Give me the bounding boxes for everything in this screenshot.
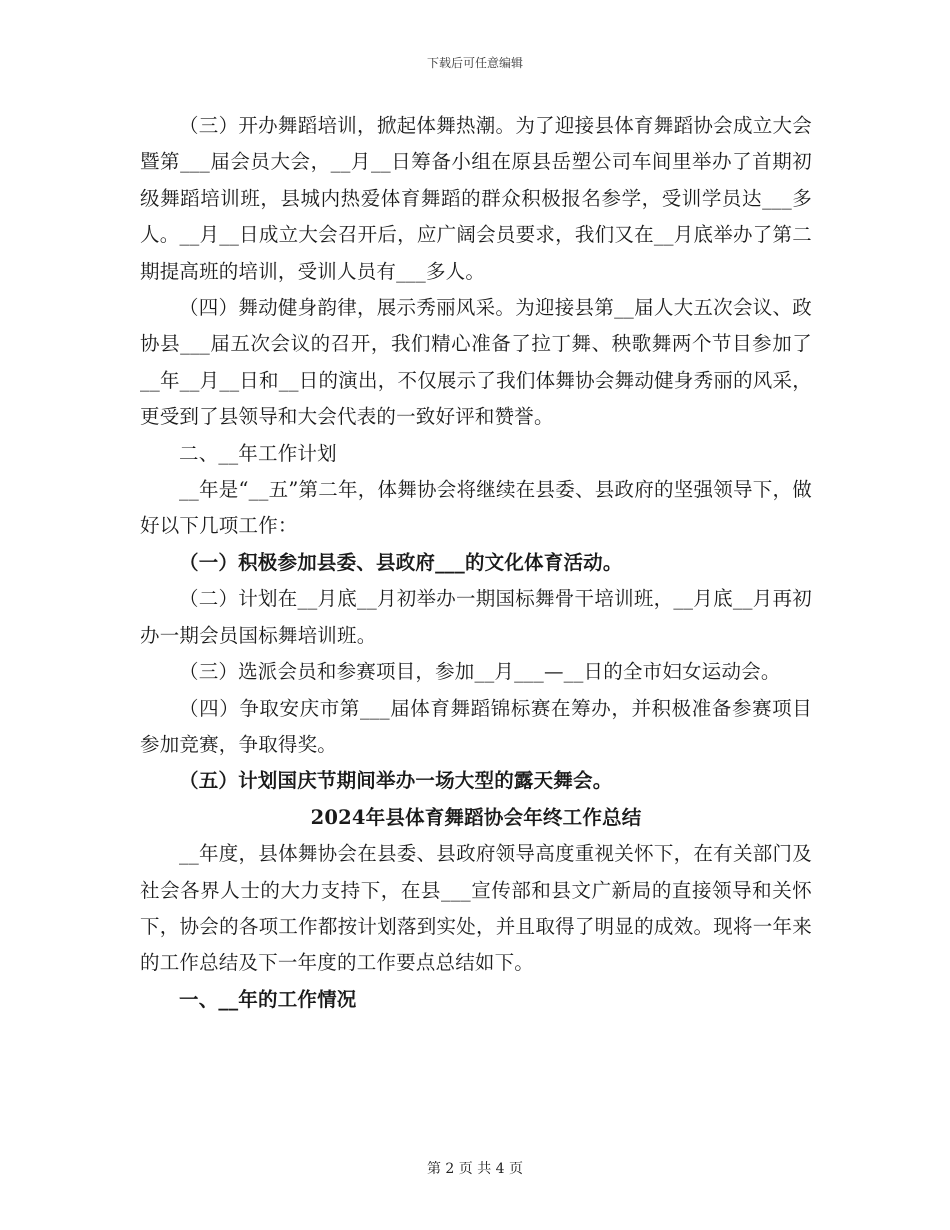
page-header-note: 下载后可任意编辑 <box>426 56 523 70</box>
document-body <box>140 108 812 1018</box>
section-heading-work-plan: 二、__年工作计划 <box>179 441 337 465</box>
plan-item-4: （四）争取安庆市第___届体育舞蹈锦标赛在筹办，并积极准备参赛项目参加竞赛，争取得奖。 <box>140 696 812 756</box>
section-heading-work-status: 一、__年的工作情况 <box>179 987 357 1011</box>
page-footer: 第 2 页 共 4 页 <box>426 1161 524 1177</box>
document-title: 2024年县体育舞蹈协会年终工作总结 <box>310 805 642 829</box>
paragraph-plan-intro: __年是“__五”第二年，体舞协会将继续在县委、县政府的坚强领导下，做好以下几项工作： <box>140 478 812 538</box>
paragraph-dance-training: （三）开办舞蹈培训，掀起体舞热潮。为了迎接县体育舞蹈协会成立大会暨第___届会员大会，__月__日筹备小组在原县岳塑公司车间里举办了首期初级舞蹈培训班，县城内热爱体育舞蹈的群众积极报名参学，受训学员达___多人。__月__日成立大会召开后，应广阔会员要求，我们又在__月底举办了第二期提高班的培训，受训人员有___多人。 <box>140 114 812 283</box>
plan-item-2: （二）计划在__月底__月初举办一期国标舞骨干培训班，__月底__月再初办一期会员国标舞培训班。 <box>140 587 812 647</box>
paragraph-summary-intro: __年度，县体舞协会在县委、县政府领导高度重视关怀下，在有关部门及社会各界人士的大力支持下，在县___宣传部和县文广新局的直接领导和关怀下，协会的各项工作都按计划落到实处，并且取得了明显的成效。现将一年来的工作总结及下一年度的工作要点总结如下。 <box>140 842 812 975</box>
paragraph-performance: （四）舞动健身韵律，展示秀丽风采。为迎接县第__届人大五次会议、政协县___届五次会议的召开，我们精心准备了拉丁舞、秧歌舞两个节目参加了__年__月__日和__日的演出，不仅展示了我们体舞协会舞动健身秀丽的风采，更受到了县领导和大会代表的一致好评和赞誉。 <box>140 296 812 429</box>
plan-item-3: （三）选派会员和参赛项目，参加__月___—__日的全市妇女运动会。 <box>179 660 781 684</box>
plan-item-5: （五）计划国庆节期间举办一场大型的露天舞会。 <box>179 769 613 793</box>
plan-item-1: （一）积极参加县委、县政府___的文化体育活动。 <box>179 550 623 574</box>
